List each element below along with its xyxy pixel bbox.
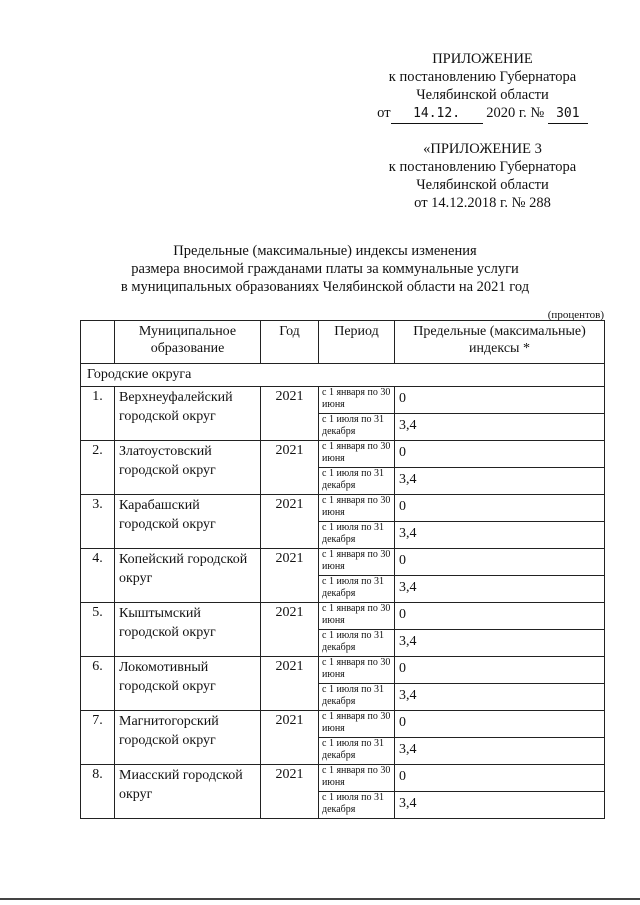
row-year: 2021	[261, 603, 319, 657]
row-number: 4.	[81, 549, 115, 603]
municipality-name: Карабашский городской округ	[115, 495, 261, 549]
table-row	[81, 549, 605, 576]
table-row	[81, 441, 605, 468]
index-first-half: 0	[395, 549, 605, 576]
handwritten-date-text: 14.12.	[413, 106, 461, 121]
period-second-half: с 1 июля по 31 декабря	[319, 468, 395, 495]
period-second-half: с 1 июля по 31 декабря	[319, 522, 395, 549]
period-second-half: с 1 июля по 31 декабря	[319, 576, 395, 603]
title-line: размера вносимой гражданами платы за коммунальные услуги	[131, 261, 519, 277]
row-year: 2021	[261, 657, 319, 711]
header-line: к постановлению Губернатора	[388, 69, 577, 85]
col-header-municipality: Муниципальное образование	[115, 321, 261, 364]
period-first-half: с 1 января по 30 июня	[319, 495, 395, 522]
table-row	[81, 387, 605, 414]
row-year: 2021	[261, 387, 319, 441]
table-row	[81, 765, 605, 792]
municipality-name: Кыштымский городской округ	[115, 603, 261, 657]
index-second-half: 3,4	[395, 414, 605, 441]
period-first-half: с 1 января по 30 июня	[319, 765, 395, 792]
index-first-half: 0	[395, 441, 605, 468]
index-second-half: 3,4	[395, 684, 605, 711]
period-second-half: с 1 июля по 31 декабря	[319, 792, 395, 819]
header-title: «ПРИЛОЖЕНИЕ 3	[423, 141, 542, 157]
row-year: 2021	[261, 495, 319, 549]
period-second-half: с 1 июля по 31 декабря	[319, 630, 395, 657]
index-second-half: 3,4	[395, 738, 605, 765]
period-second-half: с 1 июля по 31 декабря	[319, 414, 395, 441]
header-title: ПРИЛОЖЕНИЕ	[432, 51, 533, 67]
municipality-name: Копейский городской округ	[115, 549, 261, 603]
row-number: 7.	[81, 711, 115, 765]
group-label: Городские округа	[81, 364, 605, 387]
table-row	[81, 603, 605, 630]
index-second-half: 3,4	[395, 576, 605, 603]
document-title	[80, 242, 570, 296]
period-first-half: с 1 января по 30 июня	[319, 387, 395, 414]
index-second-half: 3,4	[395, 630, 605, 657]
col-header-year: Год	[261, 321, 319, 364]
handwritten-date	[391, 104, 483, 124]
municipality-name: Златоустовский городской округ	[115, 441, 261, 495]
row-year: 2021	[261, 549, 319, 603]
row-number: 6.	[81, 657, 115, 711]
units-note: (процентов)	[547, 309, 604, 321]
period-second-half: с 1 июля по 31 декабря	[319, 684, 395, 711]
period-first-half: с 1 января по 30 июня	[319, 603, 395, 630]
row-number: 3.	[81, 495, 115, 549]
handwritten-number-text: 301	[556, 106, 580, 121]
period-first-half: с 1 января по 30 июня	[319, 711, 395, 738]
approval-header	[360, 50, 605, 124]
period-first-half: с 1 января по 30 июня	[319, 441, 395, 468]
table-row	[81, 711, 605, 738]
period-first-half: с 1 января по 30 июня	[319, 549, 395, 576]
municipality-name: Магнитогорский городской округ	[115, 711, 261, 765]
index-second-half: 3,4	[395, 792, 605, 819]
municipality-name: Локомотивный городской округ	[115, 657, 261, 711]
date-middle: 2020 г. №	[486, 105, 545, 121]
header-line: Челябинской области	[416, 87, 549, 103]
row-number: 2.	[81, 441, 115, 495]
group-row	[81, 364, 605, 387]
period-second-half: с 1 июля по 31 декабря	[319, 738, 395, 765]
row-year: 2021	[261, 765, 319, 819]
period-first-half: с 1 января по 30 июня	[319, 657, 395, 684]
index-first-half: 0	[395, 657, 605, 684]
title-line: в муниципальных образованиях Челябинской области на 2021 год	[120, 279, 530, 295]
header-line: к постановлению Губернатора	[388, 159, 577, 175]
col-header-period: Период	[319, 321, 395, 364]
index-first-half: 0	[395, 711, 605, 738]
index-first-half: 0	[395, 603, 605, 630]
col-header-number	[81, 321, 115, 364]
date-prefix: от	[377, 105, 391, 121]
index-first-half: 0	[395, 495, 605, 522]
table-row	[81, 657, 605, 684]
municipality-name: Верхнеуфалейский городской округ	[115, 387, 261, 441]
row-number: 1.	[81, 387, 115, 441]
index-first-half: 0	[395, 387, 605, 414]
index-second-half: 3,4	[395, 468, 605, 495]
original-appendix-header	[360, 140, 605, 212]
header-line: от 14.12.2018 г. № 288	[414, 195, 551, 211]
row-number: 5.	[81, 603, 115, 657]
index-first-half: 0	[395, 765, 605, 792]
header-line: Челябинской области	[416, 177, 549, 193]
index-second-half: 3,4	[395, 522, 605, 549]
col-header-indices: Предельные (максимальные) индексы *	[395, 321, 605, 364]
handwritten-number	[548, 104, 588, 124]
table-row	[81, 495, 605, 522]
row-number: 8.	[81, 765, 115, 819]
page-edge-line	[0, 898, 640, 900]
row-year: 2021	[261, 441, 319, 495]
row-year: 2021	[261, 711, 319, 765]
table-header-row	[81, 321, 605, 364]
title-line: Предельные (максимальные) индексы изменения	[173, 243, 477, 259]
header-date-line	[360, 104, 605, 124]
indices-table	[80, 320, 605, 819]
municipality-name: Миасский городской округ	[115, 765, 261, 819]
